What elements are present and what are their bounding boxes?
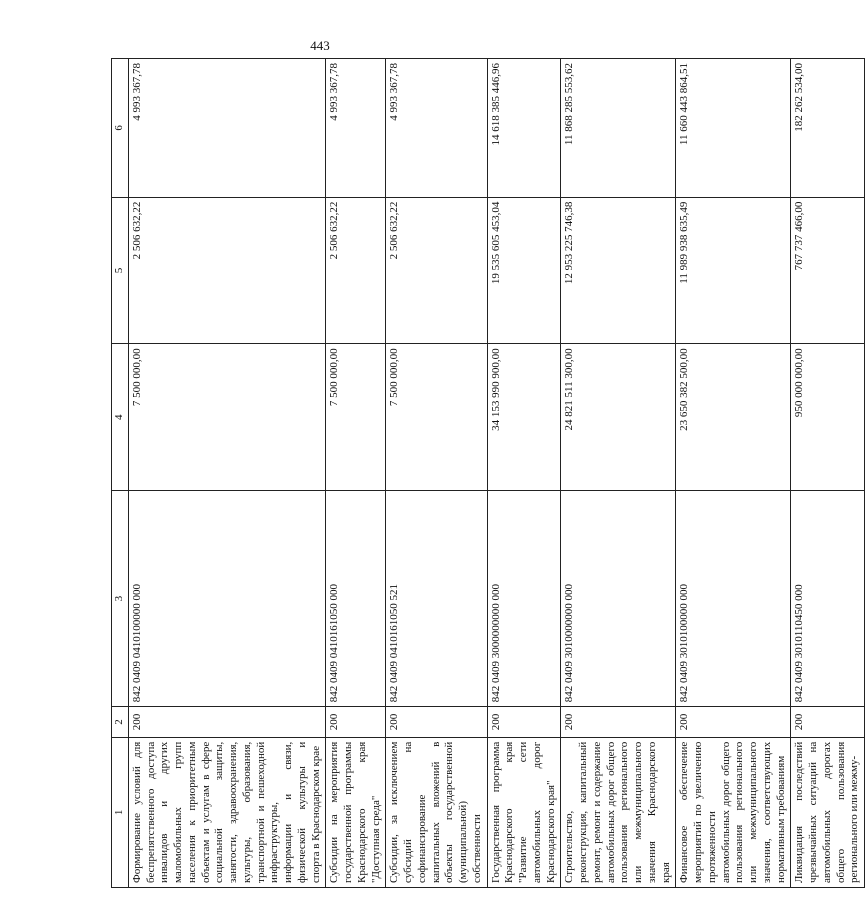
row-remainder: 14 618 385 446,96 [487, 59, 561, 198]
header-cell: 3 [112, 491, 129, 707]
table-row [561, 59, 676, 888]
row-code: 842 0409 3010000000 000 [561, 491, 676, 707]
row-name: Ликвидация последствий чрезвычайных ситуаций на автомобильных дорогах общего пользования регионального или межму- [791, 737, 865, 887]
row-plan: 24 821 511 300,00 [561, 344, 676, 491]
row-ministry: 200 [128, 707, 326, 738]
row-ministry: 200 [676, 707, 791, 738]
row-ministry: 200 [487, 707, 561, 738]
row-executed: 12 953 225 746,38 [561, 197, 676, 344]
row-remainder: 4 993 367,78 [128, 59, 326, 198]
row-name: Строительство, реконструкция, капитальный ремонт, ремонт и содержание автомобильных дорог общего пользования регионального или межмуниципального значения Краснодарского края [561, 737, 676, 887]
row-code: 842 0409 0410161050 000 [326, 491, 386, 707]
table-row [128, 59, 326, 888]
table-row [791, 59, 865, 888]
row-executed: 2 506 632,22 [326, 197, 386, 344]
row-executed: 11 989 938 635,49 [676, 197, 791, 344]
row-code: 842 0409 3010100000 000 [676, 491, 791, 707]
row-code: 842 0409 0410100000 000 [128, 491, 326, 707]
row-plan: 23 650 382 500,00 [676, 344, 791, 491]
row-ministry: 200 [386, 707, 487, 738]
row-ministry: 200 [561, 707, 676, 738]
row-remainder: 11 868 285 553,62 [561, 59, 676, 198]
row-executed: 2 506 632,22 [128, 197, 326, 344]
table-row [326, 59, 386, 888]
header-row [112, 59, 129, 888]
table-row [676, 59, 791, 888]
row-plan: 7 500 000,00 [386, 344, 487, 491]
row-plan: 950 000 000,00 [791, 344, 865, 491]
row-remainder: 11 660 443 864,51 [676, 59, 791, 198]
row-name: Формирование условий для беспрепятственного доступа инвалидов и других маломобильных групп населения к приоритетным объектам и услугам в сфере социальной защиты, занятости, здравоохранения, культуры, образования, транспортной и пешеходной инфраструктуры, информации и связи, физической культуры и спорта в Краснодарском крае [128, 737, 326, 887]
header-cell: 1 [112, 737, 129, 887]
row-ministry: 200 [326, 707, 386, 738]
header-cell: 4 [112, 344, 129, 491]
row-name: Финансовое обеспечение мероприятий по увеличению протяженности автомобильных дорог общего пользования регионального или межмуниципального значения, соответствующих нормативным требованиям [676, 737, 791, 887]
budget-table [111, 58, 865, 888]
row-executed: 2 506 632,22 [386, 197, 487, 344]
header-cell: 2 [112, 707, 129, 738]
row-plan: 34 153 990 900,00 [487, 344, 561, 491]
table-row [386, 59, 487, 888]
row-executed: 767 737 466,00 [791, 197, 865, 344]
row-ministry: 200 [791, 707, 865, 738]
row-name: Государственная программа Краснодарского края "Развитие сети автомобильных дорог Краснодарского края" [487, 737, 561, 887]
row-name: Субсидии, за исключением субсидий на софинансирование капитальных вложений в объекты государственной (муниципальной) собственности [386, 737, 487, 887]
header-cell: 6 [112, 59, 129, 198]
table-container [111, 58, 861, 888]
row-code: 842 0409 0410161050 521 [386, 491, 487, 707]
row-remainder: 4 993 367,78 [326, 59, 386, 198]
row-remainder: 182 262 534,00 [791, 59, 865, 198]
row-code: 842 0409 3000000000 000 [487, 491, 561, 707]
row-executed: 19 535 605 453,04 [487, 197, 561, 344]
row-code: 842 0409 3010110450 000 [791, 491, 865, 707]
table-row [487, 59, 561, 888]
row-plan: 7 500 000,00 [326, 344, 386, 491]
row-plan: 7 500 000,00 [128, 344, 326, 491]
row-name: Субсидии на мероприятия государственной программы Краснодарского края "Доступная среда" [326, 737, 386, 887]
header-cell: 5 [112, 197, 129, 344]
row-remainder: 4 993 367,78 [386, 59, 487, 198]
page-number: 443 [310, 38, 330, 53]
